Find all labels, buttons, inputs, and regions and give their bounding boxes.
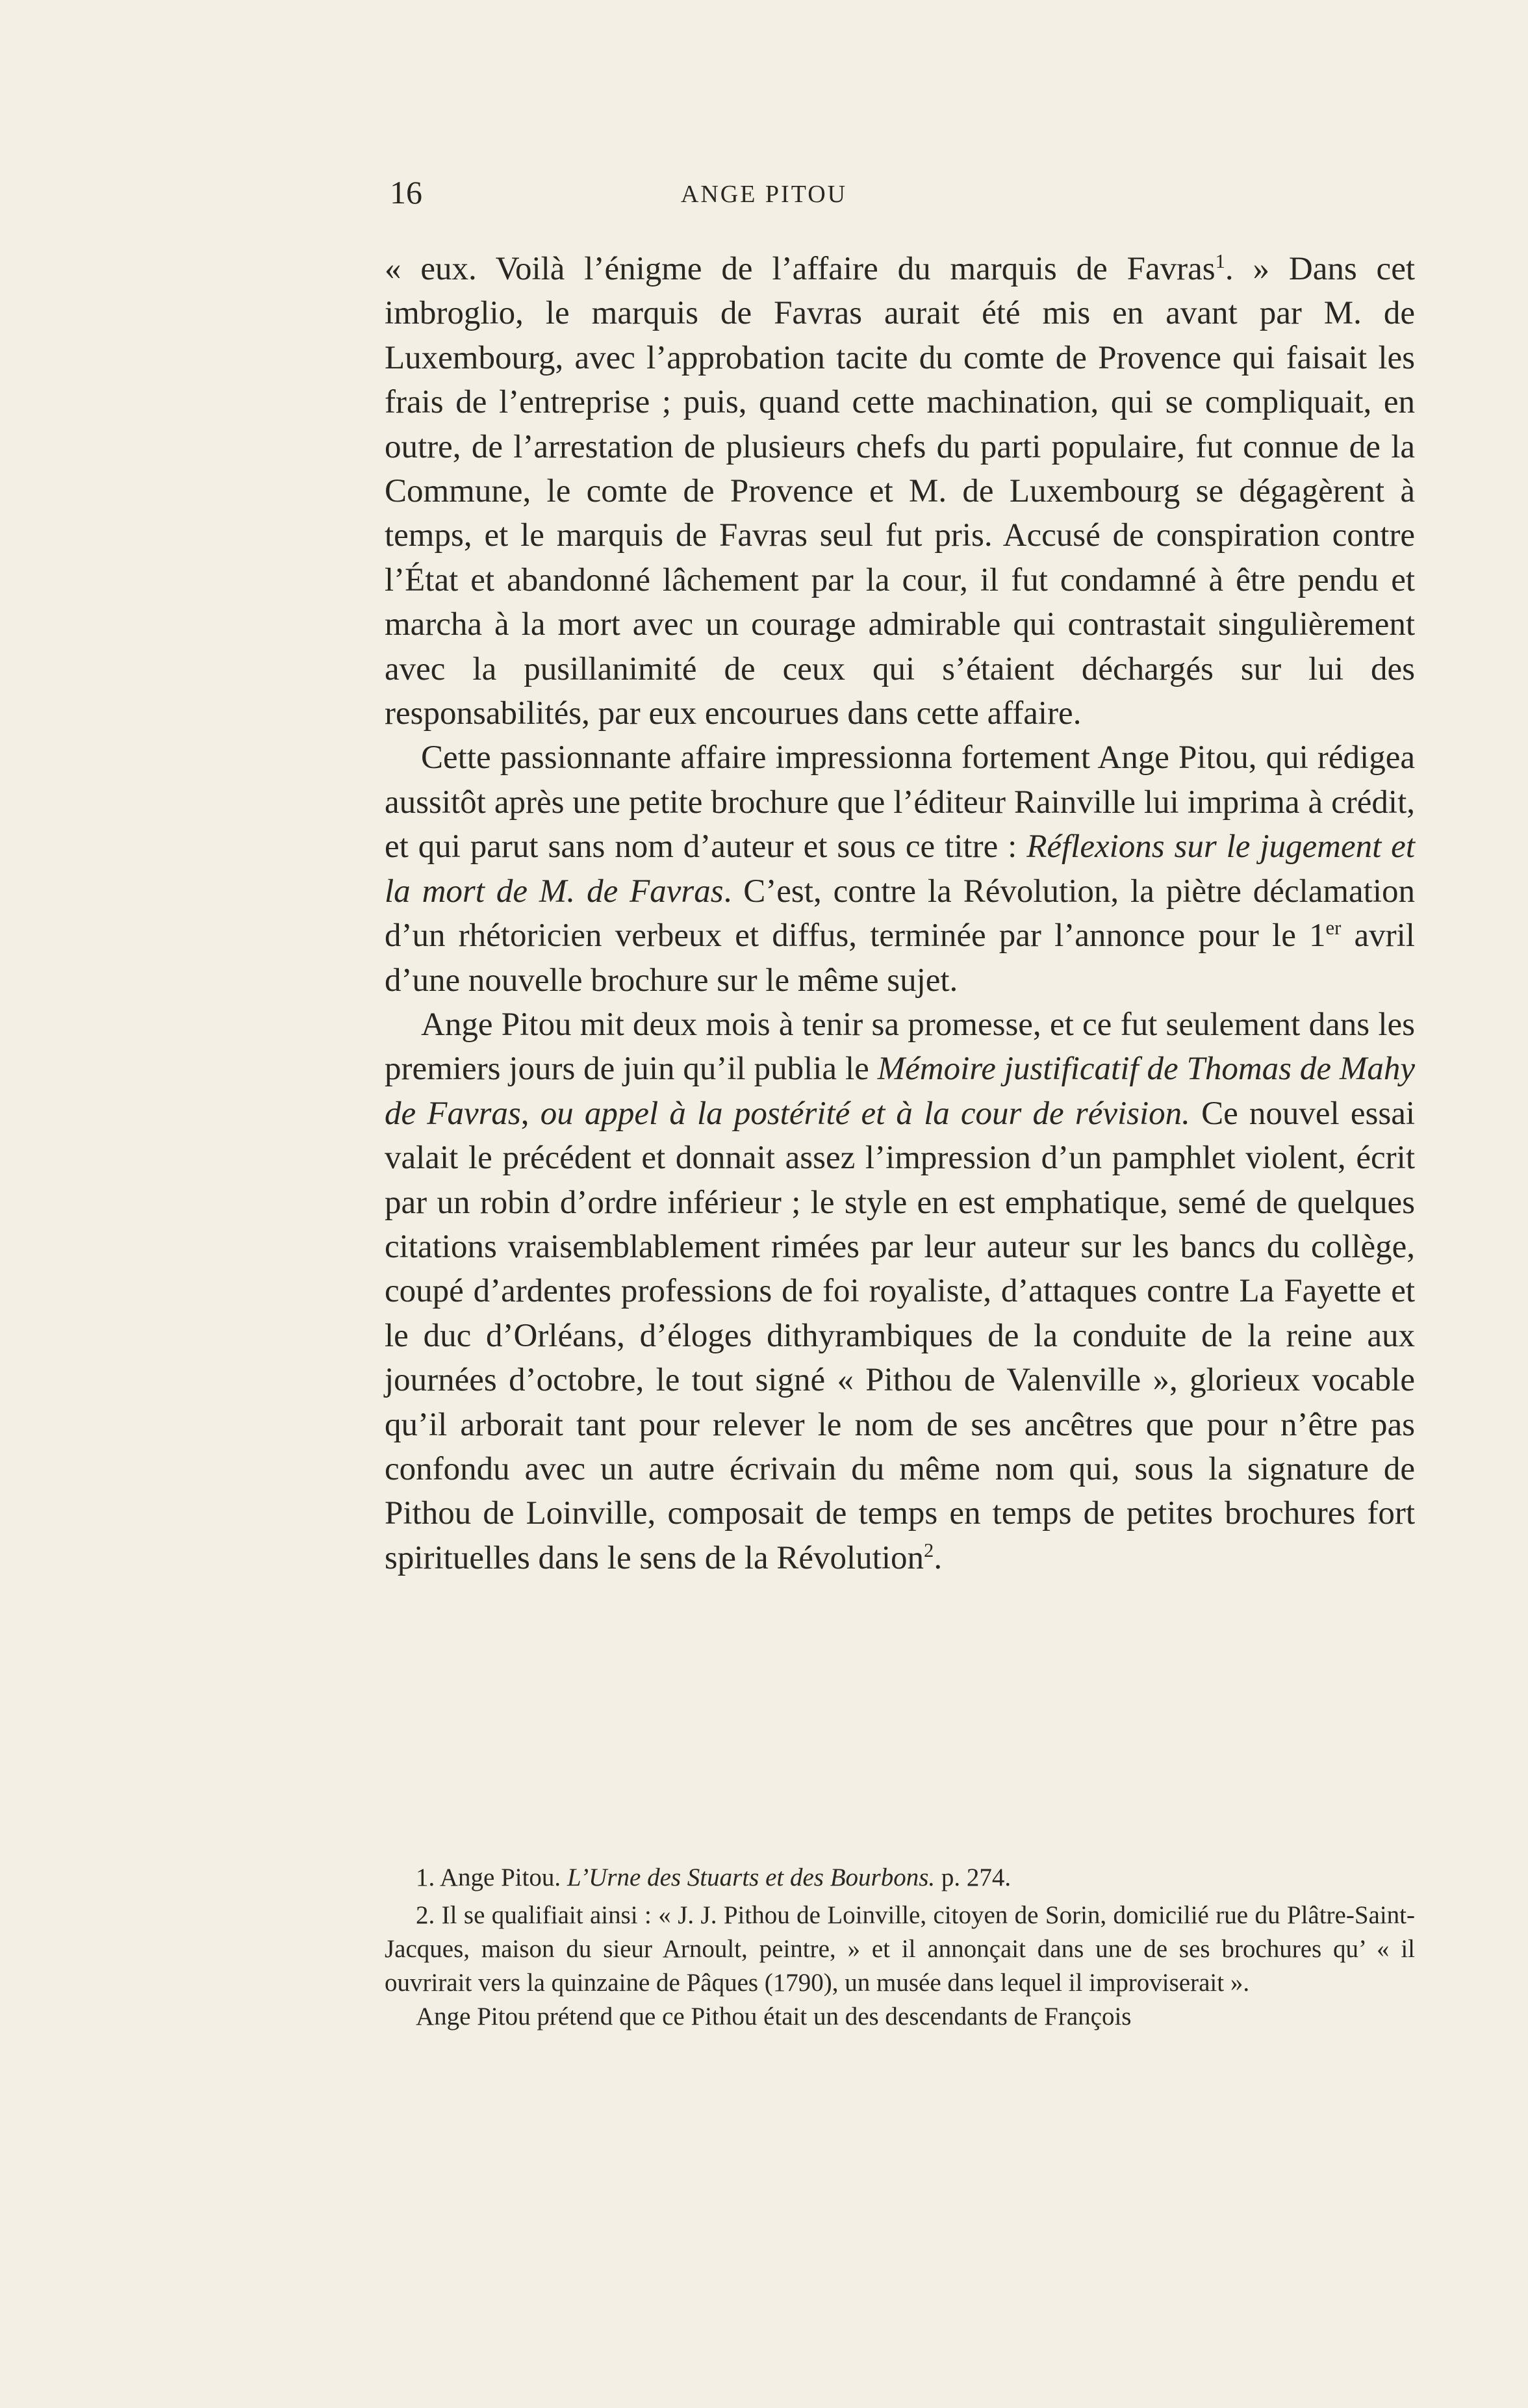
footnote-1-number: 1. bbox=[416, 1864, 435, 1891]
footnote-1-author: Ange Pitou. bbox=[435, 1864, 567, 1891]
footnote-2-continued bbox=[385, 2000, 1415, 2034]
p3-title-italic-2: ou appel à la postérité et à la cour de révision. bbox=[540, 1095, 1190, 1132]
footnote-2 bbox=[385, 1899, 1415, 2000]
paragraph-2 bbox=[385, 736, 1415, 1002]
footnote-2-text: Il se qualifiait ainsi : « J. J. Pithou de Loinville, citoyen de Sorin, domicilié rue du Plâtre-Saint-Jacques, maison du sieur Arnoult, peintre, » et il annonçait dans une de ses brochures qu’ « il ouvrirait vers la quinzaine de Pâques (1790), un musée dans lequel il improviserait ». bbox=[385, 1901, 1415, 1997]
page-number: 16 bbox=[390, 174, 422, 211]
p3-text-a: Ange Pitou mit deux mois à tenir sa promesse, et ce fut seulement dans les premiers jours de juin qu’il publia le bbox=[385, 1006, 1415, 1088]
p2-ordinal: er bbox=[1325, 917, 1342, 940]
footnote-ref-2: 2 bbox=[924, 1539, 934, 1561]
footnote-ref-1: 1 bbox=[1215, 250, 1225, 272]
p2-text-a: Cette passionnante affaire impressionna fortement Ange Pitou, qui rédigea aussitôt après une petite brochure que l’éditeur Rainville lui imprima à crédit, et qui parut sans nom d’auteur et sous ce titre : bbox=[385, 739, 1415, 865]
p3-text-d: . bbox=[934, 1539, 943, 1576]
p3-title-italic-1: Mémoire justificatif de Thomas de Mahy de Favras bbox=[385, 1051, 1415, 1132]
footnote-2-number: 2. bbox=[416, 1901, 435, 1929]
p3-text-b: , bbox=[520, 1095, 541, 1132]
p3-text-c: Ce nouvel essai valait le précédent et donnait assez l’impression d’un pamphlet violent, écrit par un robin d’ordre inférieur ; le style en est emphatique, semé de quelques citations vraisemblablement rimées par leur auteur sur les bancs du collège, coupé d’ardentes professions de foi royaliste, d’attaques contre La Fayette et le duc d’Orléans, d’éloges dithyrambiques de la conduite de la reine aux journées d’octobre, le tout signé « Pithou de Valenville », glorieux vocable qu’il arborait tant pour relever le nom de ses ancêtres que pour n’être pas confondu avec un autre écrivain du même nom qui, sous la signature de Pithou de Loinville, composait de temps en temps de petites brochures fort spirituelles dans le sens de la Révolution bbox=[385, 1095, 1415, 1576]
p2-text-b: . C’est, contre la Révolution, la piètre déclamation d’un rhétoricien verbeux et diffus, terminée par l’annonce pour le 1 bbox=[385, 873, 1415, 954]
paragraph-3 bbox=[385, 1003, 1415, 1580]
paragraph-1 bbox=[385, 247, 1415, 736]
p1-text-a: « eux. Voilà l’énigme de l’affaire du marquis de Favras bbox=[385, 251, 1216, 287]
body-text bbox=[385, 247, 1415, 1580]
footnote-1 bbox=[385, 1861, 1415, 1895]
footnote-1-rest: p. 274. bbox=[935, 1864, 1012, 1891]
p2-title-italic: Réflexions sur le jugement et la mort de M. de Favras bbox=[385, 828, 1415, 910]
footnote-1-title: L’Urne des Stuarts et des Bourbons. bbox=[567, 1864, 936, 1891]
p2-text-c: avril d’une nouvelle brochure sur le même sujet. bbox=[385, 917, 1415, 999]
footnote-3-text: Ange Pitou prétend que ce Pithou était un des descendants de François bbox=[416, 2003, 1132, 2030]
footnotes bbox=[385, 1861, 1415, 2034]
p1-text-b: . » Dans cet imbroglio, le marquis de Favras aurait été mis en avant par M. de Luxembourg, avec l’approbation tacite du comte de Provence qui faisait les frais de l’entreprise ; puis, quand cette machination, qui se compliquait, en outre, de l’arrestation de plusieurs chefs du parti populaire, fut connue de la Commune, le comte de Provence et M. de Luxembourg se dégagèrent à temps, et le marquis de Favras seul fut pris. Accusé de conspiration contre l’État et abandonné lâchement par la cour, il fut condamné à être pendu et marcha à la mort avec un courage admirable qui contrastait singulièrement avec la pusillanimité de ceux qui s’étaient déchargés sur lui des responsabilités, par eux encourues dans cette affaire. bbox=[385, 251, 1416, 732]
running-title: ANGE PITOU bbox=[680, 181, 848, 208]
